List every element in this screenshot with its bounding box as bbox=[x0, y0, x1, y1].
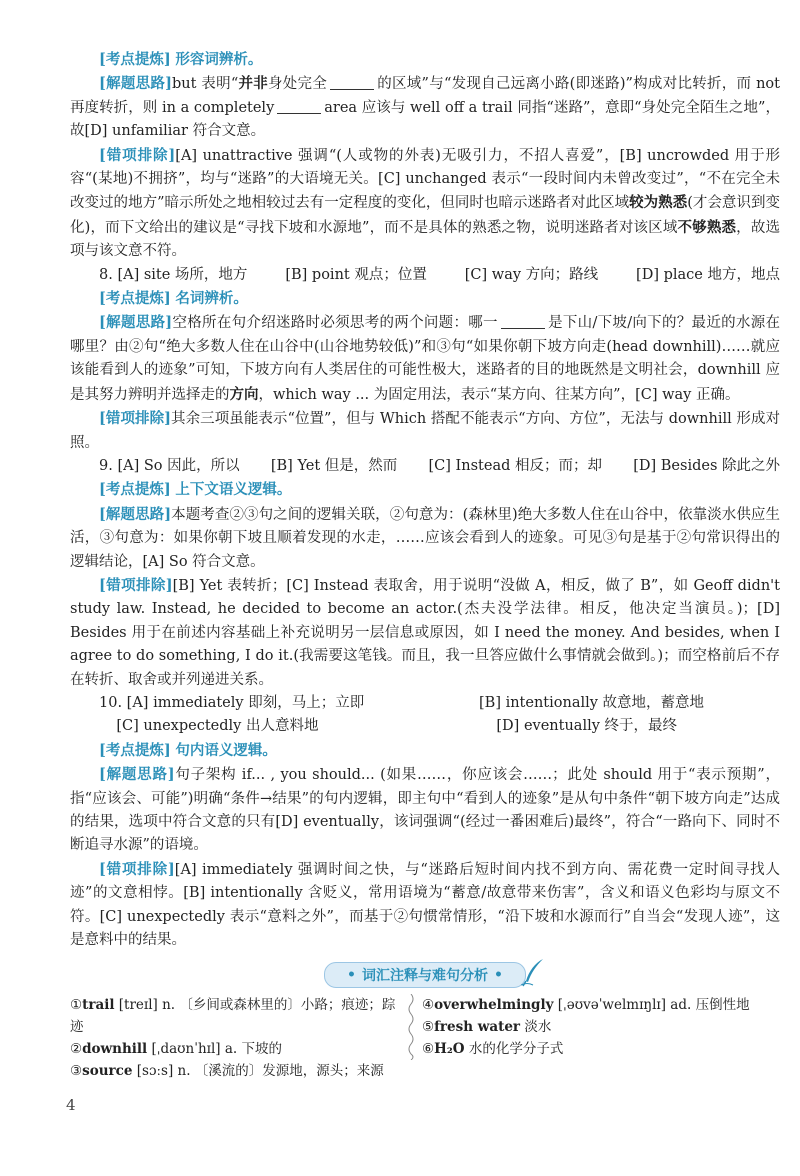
vocab-list bbox=[70, 994, 780, 1082]
blank-line bbox=[501, 314, 545, 330]
feather-pen-icon bbox=[521, 957, 547, 991]
vocab-item: ①trail [treɪl] n. 〔乡间或森林里的〕小路；痕迹；踪迹 bbox=[70, 997, 396, 1036]
vocab-right-column bbox=[422, 994, 752, 1082]
vocab-item: ④overwhelmingly [ˌəʊvəˈwelmɪŋlɪ] ad. 压倒性地 bbox=[422, 997, 750, 1014]
q10-solution: [解题思路]句子架构 if... , you should... (如果……，你应该会……；此处 should 用于“表示预期”，指“应该会、可能”)明确“条件→结果”的句内逻辑，即主句中“看到人的迹象”是从句中条件“朝下坡方向走”达成的结果，选项中符合文意的只有[D] eventually，该词强调“(经过一番困难后)最终”，符合“一路向下、同时不断追寻水源”的语境。 bbox=[70, 766, 780, 854]
vocab-item: ③source [sɔːs] n. 〔溪流的〕发源地，源头；来源 bbox=[70, 1063, 384, 1080]
q9-options: 9. [A] So 因此，所以 [B] Yet 但是，然而 [C] Instead 相反；而；却 [D] Besides 除此之外 bbox=[99, 457, 780, 474]
vocab-section-header bbox=[324, 962, 526, 988]
q7-solution: [解题思路]but 表明“并非身处完全 的区域”与“发现自己远离小路(即迷路)”构成对比转折，而 not 再度转折，则 in a completely area 应该与 well off a trail 同指“迷路”，意即“身处完全陌生之地”，故[D] unfamiliar 符合文意。 bbox=[70, 75, 780, 140]
blank-line bbox=[330, 75, 374, 91]
wavy-separator bbox=[400, 994, 422, 1082]
q10-wrong-options: [错项排除][A] immediately 强调时间之快，与“迷路后短时间内找不到方向、需花费一定时间寻找人迹”的文意相悖。[B] intentionally 含贬义，常用语境为“蓄意/故意带来伤害”，含义和语义色彩均与原文不符。[C] unexpectedly 表示“意料之外”，而基于②句惯常情形，“沿下坡和水源而行”自当会“发现人迹”，这是意料中的结果。 bbox=[70, 860, 780, 949]
vocab-item: ⑤fresh water 淡水 bbox=[422, 1019, 552, 1036]
q8-options: 8. [A] site 场所，地方 [B] point 观点；位置 [C] way 方向；路线 [D] place 地方，地点 bbox=[99, 266, 780, 283]
q10-key-point: [考点提炼] 句内语义逻辑。 bbox=[99, 741, 277, 759]
dot-icon: • bbox=[494, 967, 503, 984]
page-number: 4 bbox=[66, 1096, 76, 1114]
vocab-left-column bbox=[70, 994, 400, 1082]
blank-line bbox=[277, 98, 321, 114]
q10-options-row2: [C] unexpectedly 出人意料地 [D] eventually 终于，最终 bbox=[116, 718, 678, 735]
q9-wrong-options: [错项排除][B] Yet 表转折；[C] Instead 表取舍，用于说明“没做 A，相反，做了 B”，如 Geoff didn't study law. Instead, he decided to become an actor.(杰夫没学法律。相反，他决定当演员。)；[D] Besides 用于在前述内容基础上补充说明另一层信息或原因，如 I need the money. And besides, when I agree to do something, I do it.(我需要这笔钱。而且，我一旦答应做什么事情就会做到。)；而空格前后不存在转折、取舍或并列递进关系。 bbox=[70, 576, 780, 688]
dot-icon: • bbox=[347, 967, 356, 984]
vocab-header-label: 词汇注释与难句分析 bbox=[362, 968, 488, 985]
q10-options-row1: 10. [A] immediately 即刻，马上；立即 [B] intentionally 故意地，蓄意地 bbox=[99, 694, 705, 711]
q7-wrong-options: [错项排除][A] unattractive 强调“(人或物的外表)无吸引力，不招人喜爱”，[B] uncrowded 用于形容“(某地)不拥挤”，均与“迷路”的大语境无关。[C] unchanged 表示“一段时间内未曾改变过”，“不在完全未改变过的地方”暗示所处之地相较过去有一定程度的变化，但同时也暗示迷路者对此区域较为熟悉(才会意识到变化)，而下文给出的建议是“寻找下坡和水源地”，而不是具体的熟悉之物，说明迷路者对该区域不够熟悉，故选项与该文意不符。 bbox=[70, 146, 780, 260]
q8-solution: [解题思路]空格所在句介绍迷路时必须思考的两个问题：哪一 是下山/下坡/向下的？最近的水源在哪里？由②句“绝大多数人住在山谷中(山谷地势较低)”和③句“如果你朝下坡方向走(head downhill)……就应该能看到人的迹象”可知，下坡方向有人类居住的可能性极大，迷路者的目的地既然是文明社会，downhill 应是其努力辨明并选择走的方向，which way ... 为固定用法，表示“某方向、往某方向”，[C] way 正确。 bbox=[70, 314, 780, 403]
q9-key-point: [考点提炼] 上下文语义逻辑。 bbox=[99, 481, 292, 499]
q8-key-point: [考点提炼] 名词辨析。 bbox=[99, 290, 248, 308]
q7-key-point: [考点提炼] 形容词辨析。 bbox=[99, 51, 263, 68]
vocab-item: ⑥H₂O 水的化学分子式 bbox=[422, 1041, 564, 1058]
vocab-item: ②downhill [ˌdaʊnˈhɪl] a. 下坡的 bbox=[70, 1041, 282, 1058]
page-body bbox=[70, 48, 780, 1082]
q8-wrong-options: [错项排除]其余三项虽能表示“位置”，但与 Which 搭配不能表示“方向、方位”，无法与 downhill 形成对照。 bbox=[70, 410, 781, 451]
q9-solution: [解题思路]本题考查②③句之间的逻辑关联，②句意为：(森林里)绝大多数人住在山谷中，依靠淡水供应生活，③句意为：如果你朝下坡且顺着发现的水走，……应该会看到人的迹象。可见③句是基于②句常识得出的逻辑结论，[A] So 符合文意。 bbox=[70, 505, 780, 570]
